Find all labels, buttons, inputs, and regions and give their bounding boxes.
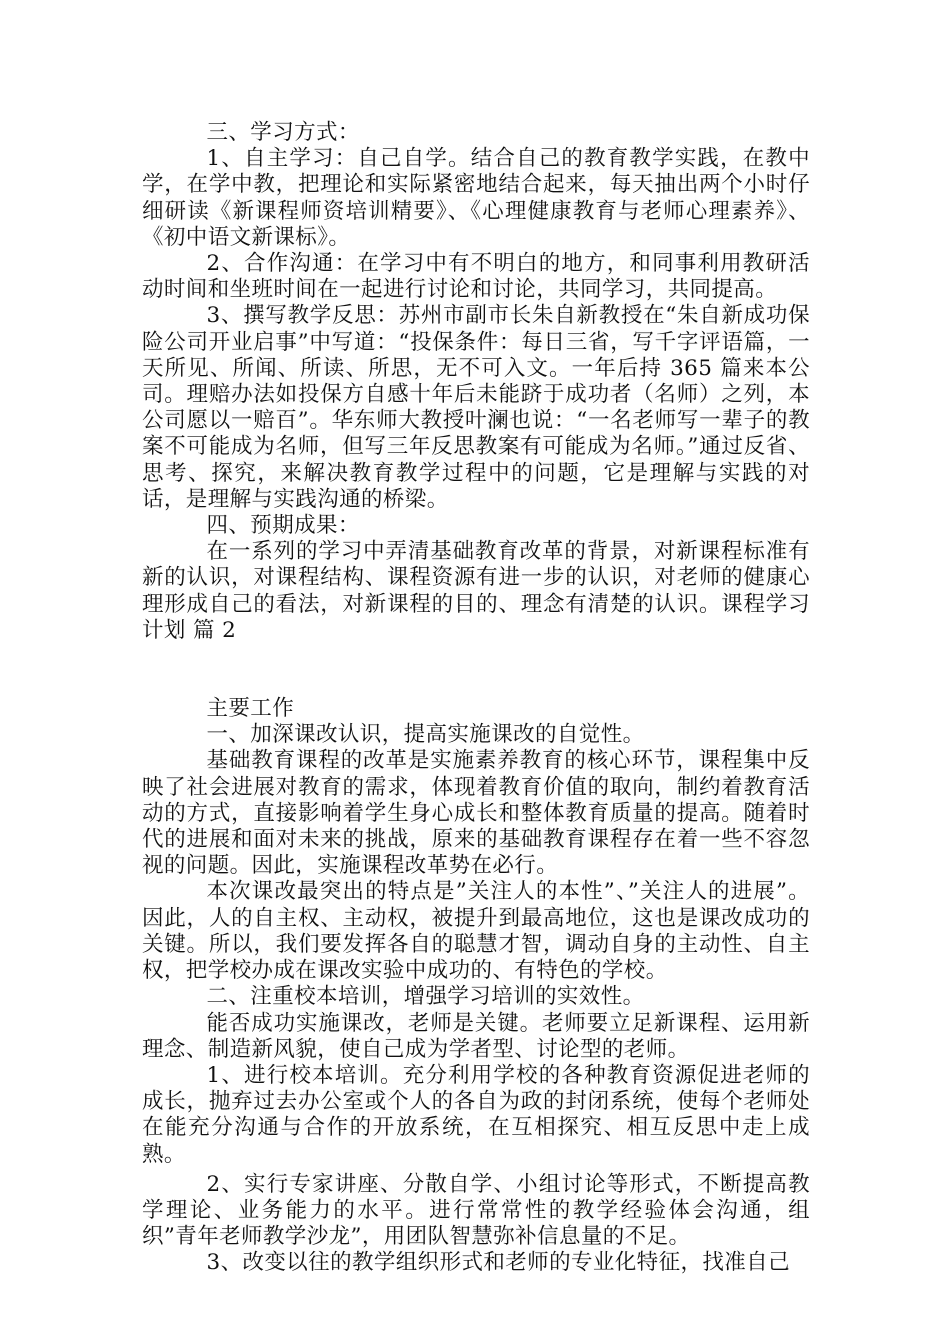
paragraph-expert-lectures: 2、实行专家讲座、分散自学、小组讨论等形式，不断提高教学理论、业务能力的水平。进行常常性的教学经验体会沟通，组织”青年老师教学沙龙”，用团队智慧弥补信息量的不足。	[142, 1171, 810, 1250]
paragraph-curriculum-reform: 基础教育课程的改革是实施素养教育的核心环节，课程集中反映了社会进展对教育的需求，体现着教育价值的取向，制约着教育活动的方式，直接影响着学生身心成长和整体教育质量的提高。随着时代的进展和面对未来的挑战，原来的基础教育课程存在着一些不容忽视的问题。因此，实施课程改革势在必行。	[142, 748, 810, 879]
section-gap	[142, 644, 810, 696]
paragraph-teacher-key: 能否成功实施课改，老师是关键。老师要立足新课程、运用新理念、制造新风貌，使自己成为学者型、讨论型的老师。	[142, 1010, 810, 1062]
paragraph-self-study: 1、自主学习：自己自学。结合自己的教育教学实践，在教中学，在学中教，把理论和实际紧密地结合起来，每天抽出两个小时仔细研读《新课程师资培训精要》、《心理健康教育与老师心理素养》、《初中语文新课标》。	[142, 146, 810, 250]
section-heading-main-work: 主要工作	[206, 696, 295, 722]
document-body	[142, 120, 810, 1277]
paragraph-reform-features: 本次课改最突出的特点是”关注人的本性”、”关注人的进展”。因此，人的自主权、主动权，被提升到最高地位，这也是课改成功的关键。所以，我们要发挥各自的聪慧才智，调动自身的主动性、自主权，把学校办成在课改实验中成功的、有特色的学校。	[142, 879, 810, 984]
paragraph-cooperation: 2、合作沟通：在学习中有不明白的地方，和同事利用教研活动时间和坐班时间在一起进行讨论和讨论，共同学习，共同提高。	[142, 251, 810, 303]
paragraph-teaching-reflection: 3、撰写教学反思：苏州市副市长朱自新教授在“朱自新成功保险公司开业启事”中写道：“投保条件：每日三省，写千字评语篇，一天所见、所闻、所读、所思，无不可入文。一年后持 365 篇来本公司。理赔办法如投保方自感十年后未能跻于成功者（名师）之列，本公司愿以一赔百”。华东师大教授叶澜也说：“一名老师写一辈子的教案不可能成为名师，但写三年反思教案有可能成为名师。”通过反省、思考、探究，来解决教育教学过程中的问题，它是理解与实践的对话，是理解与实践沟通的桥梁。	[142, 303, 810, 512]
paragraph-school-training: 1、进行校本培训。充分利用学校的各种教育资源促进老师的成长，抛弃过去办公室或个人的各自为政的封闭系统，使每个老师处在能充分沟通与合作的开放系统，在互相探究、相互反思中走上成熟。	[142, 1062, 810, 1167]
section-heading-study-methods: 三、学习方式：	[206, 120, 360, 145]
paragraph-change-organization: 3、改变以往的教学组织形式和老师的专业化特征，找准自己	[206, 1250, 790, 1276]
paragraph-expected-results: 在一系列的学习中弄清基础教育改革的背景，对新课程标准有新的认识，对课程结构、课程资源有进一步的认识，对老师的健康心理形成自己的看法，对新课程的目的、理念有清楚的认识。课程学习计划 篇 2	[142, 539, 810, 643]
section-heading-expected-results: 四、预期成果：	[206, 513, 360, 539]
section-heading-school-training: 二、注重校本培训，增强学习培训的实效性。	[206, 984, 645, 1010]
section-heading-deepen-reform: 一、加深课改认识，提高实施课改的自觉性。	[206, 722, 645, 748]
